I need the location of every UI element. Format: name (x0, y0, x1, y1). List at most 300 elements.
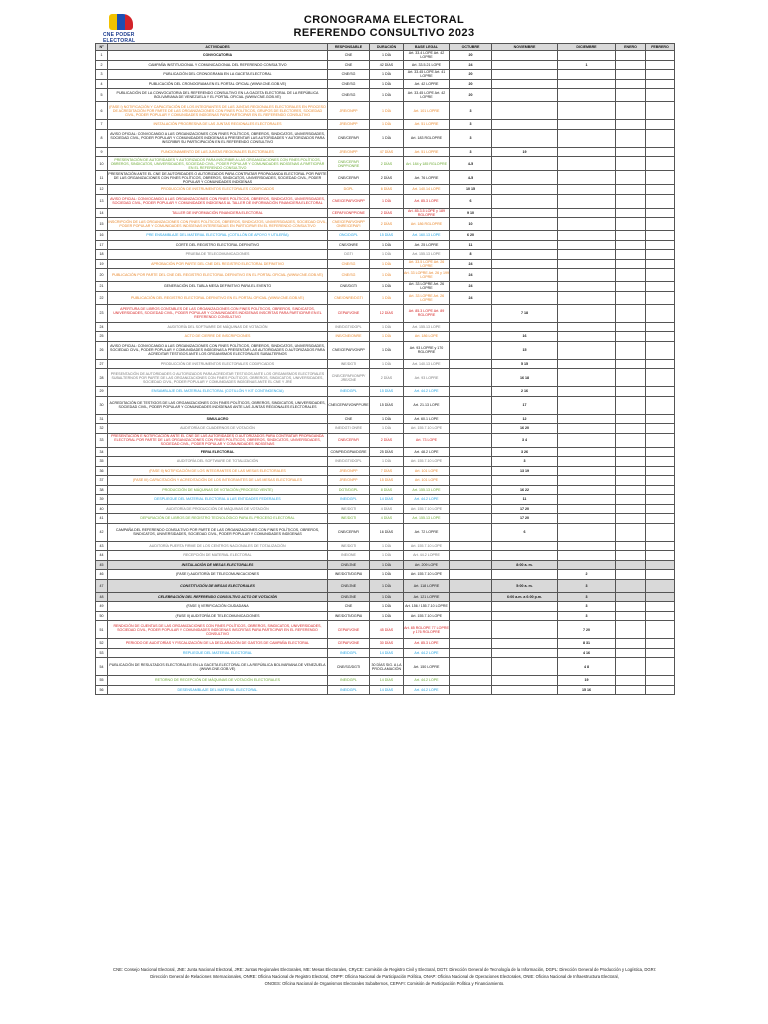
table-row (96, 495, 675, 505)
row-number: 54 (96, 658, 108, 676)
activity-cell: PRESENTACIÓN E NOTIFICACIÓN ANTE EL CNE DE LAS AUTORIDADES O AUTORIZADOS PARA CONTRATAR PROPAGANDA ELECTORAL POR PARTE DE LAS ORGANIZACIONES CON FINES POLÍTICOS, OBREROS, SINDICATOS, UNIVERSIDADES, SOCIEDAD CIVIL, PODER POPULAR Y COMUNIDADES INDÍGENAS (108, 433, 328, 447)
table-row (96, 551, 675, 561)
december-cell (558, 157, 616, 171)
column-header: RESPONSABLE (328, 44, 370, 51)
duration-cell: 1 DÍA (370, 602, 404, 612)
november-cell: 17 20 (492, 504, 558, 514)
row-number: 41 (96, 514, 108, 524)
row-number: 9 (96, 147, 108, 157)
row-number: 22 (96, 291, 108, 304)
row-number: 4 (96, 79, 108, 89)
row-number: 6 (96, 102, 108, 120)
table-row (96, 396, 675, 414)
legal-basis-cell: Art. 33 LOPRE Art. 26 LOPRE (404, 282, 450, 292)
table-row (96, 560, 675, 570)
january-cell (616, 157, 646, 171)
responsible-cell: CNE/CEPAFI (328, 129, 370, 147)
row-number: 25 (96, 332, 108, 342)
row-number: 8 (96, 129, 108, 147)
february-cell (646, 157, 675, 171)
october-cell: 3 (450, 102, 492, 120)
october-cell: 4-5 (450, 171, 492, 185)
duration-cell: 6 DÍAS (370, 185, 404, 195)
december-cell: 4 16 (558, 648, 616, 658)
row-number: 34 (96, 447, 108, 457)
footnote-line: CNE: Consejo Nacional Electoral, JNE: Junta Nacional Electoral, JRE: Juntas Regionales Electorales, ME: Mesas Electorales, CRyCE: Comisión de Registro Civil y Electoral, DGTI: Dirección General de Tecnología de la Información, DGPL: Dirección General de Producción y Logística, DGRI: (113, 967, 656, 972)
february-cell (646, 291, 675, 304)
november-cell: 12 (492, 414, 558, 424)
activity-cell: PUBLICACIÓN DE LA CONVOCATORIA DEL REFERENDO CONSULTIVO EN LA GACETA ELECTORAL DE LA REPÚBLICA BOLIVARIANA DE VENEZUELA Y EL PORTAL OFICIAL (WWW.CNE.GOB.VE) (108, 89, 328, 102)
legal-basis-cell: Art. 33.5 LOPE Art. 26 LOPRE (404, 259, 450, 269)
december-cell (558, 171, 616, 185)
duration-cell: 1 DÍA (370, 291, 404, 304)
duration-cell: 1 DÍA (370, 89, 404, 102)
activity-cell: SIMULACRO (108, 414, 328, 424)
december-cell (558, 250, 616, 260)
december-cell (558, 269, 616, 282)
table-row (96, 89, 675, 102)
february-cell (646, 504, 675, 514)
january-cell (616, 541, 646, 551)
abbreviations-footnote (95, 966, 674, 987)
responsible-cell: CNE/SG (328, 259, 370, 269)
activity-cell: PUBLICACIÓN DEL CRONOGRAMA EN EL PORTAL OFICIAL (WWW.CNE.GOB.VE) (108, 79, 328, 89)
legal-basis-cell: Art. 33 LOPRE Art. 26 LOPRE (404, 291, 450, 304)
activity-cell: PRODUCCIÓN DE MÁQUINAS DE VOTACIÓN (PROCESO VENTE) (108, 485, 328, 495)
january-cell (616, 70, 646, 80)
december-cell: 8 31 (558, 639, 616, 649)
duration-cell: 1 DÍA (370, 51, 404, 61)
responsible-cell: INE/DGTI (328, 514, 370, 524)
november-cell (492, 639, 558, 649)
november-cell (492, 185, 558, 195)
table-row (96, 466, 675, 476)
table-row (96, 51, 675, 61)
responsible-cell: CNE/CEPAFI (328, 171, 370, 185)
november-cell: 3 (492, 457, 558, 467)
row-number: 21 (96, 282, 108, 292)
column-header: OCTUBRE (450, 44, 492, 51)
february-cell (646, 602, 675, 612)
table-row (96, 102, 675, 120)
activity-cell: TALLER DE INFORMACIÓN FINANCIERA ELECTORAL (108, 208, 328, 218)
october-cell (450, 476, 492, 486)
duration-cell: 30 DÍAS SIG. A LA PROCLAMACIÓN (370, 658, 404, 676)
table-row (96, 291, 675, 304)
legal-basis-cell: Art. 44.2 LOPE (404, 648, 450, 658)
october-cell (450, 433, 492, 447)
activity-cell: ACREDITACIÓN DE TESTIGOS DE LAS ORGANIZACIONES CON FINES POLÍTICOS, OBREROS, SINDICATOS, UNIVERSIDADES, SOCIEDAD CIVIL, PODER POPULAR Y COMUNIDADES INDÍGENAS ANTE LAS JUNTAS REGIONALES ELECTORALES (108, 396, 328, 414)
duration-cell: 1 DÍA (370, 457, 404, 467)
table-row (96, 60, 675, 70)
january-cell (616, 102, 646, 120)
january-cell (616, 129, 646, 147)
row-number: 5 (96, 89, 108, 102)
legal-basis-cell: Art. 85.3 LOPE Art. 89 RGLOPRE (404, 304, 450, 322)
responsible-cell: INE/DGTI/DGPL (328, 457, 370, 467)
october-cell (450, 685, 492, 695)
responsible-cell: CNE (328, 60, 370, 70)
table-row (96, 611, 675, 621)
january-cell (616, 304, 646, 322)
december-cell (558, 514, 616, 524)
february-cell (646, 60, 675, 70)
january-cell (616, 60, 646, 70)
february-cell (646, 523, 675, 541)
january-cell (616, 447, 646, 457)
activity-cell: APERTURA DE LIBROS CONTABLES DE LAS ORGANIZACIONES CON FINES POLÍTICOS, OBREROS, SINDICATOS, UNIVERSIDADES, SOCIEDAD CIVIL, PODER POPULAR Y COMUNIDADES INDÍGENAS INSCRITAS PARA PARTICIPAR EN EL REFERENDO CONSULTIVO (108, 304, 328, 322)
activity-cell: PRESENTACIÓN DE AUTORIDADES O AUTORIZADOS PARA ACREDITAR TESTIGOS ANTE LOS ORGANISMOS ELECTORALES SUBALTERNOS POR PARTE DE LAS ORGANIZACIONES CON FINES POLÍTICOS, OBREROS, SINDICATOS, UNIVERSIDADES, SOCIEDAD CIVIL, PODER POPULAR Y COMUNIDADES INDÍGENAS ANTE EL CNE Y JRE (108, 369, 328, 387)
responsible-cell: CNE/CEPAFI/ONPP (328, 194, 370, 208)
november-cell (492, 157, 558, 171)
responsible-cell: INE/ONE (328, 551, 370, 561)
february-cell (646, 102, 675, 120)
legal-basis-cell: Art. 101 LOPRE (404, 102, 450, 120)
november-cell (492, 208, 558, 218)
duration-cell: 1 DÍA (370, 102, 404, 120)
duration-cell: 1 DÍA (370, 611, 404, 621)
table-row (96, 457, 675, 467)
legal-basis-cell: Art. 155.13 LOPE (404, 485, 450, 495)
activity-cell: DESENSAMBLAJE DEL MATERIAL ELECTORAL (108, 685, 328, 695)
legal-basis-cell: Art. 155.7.10 LOPE (404, 570, 450, 580)
table-row (96, 79, 675, 89)
january-cell (616, 579, 646, 592)
table-body (96, 51, 675, 695)
column-header: N° (96, 44, 108, 51)
duration-cell: 2 DÍAS (370, 369, 404, 387)
table-row (96, 685, 675, 695)
october-cell (450, 523, 492, 541)
footnote-line: ONOES: Oficina Nacional de Organismos Electorales Subalternos, CEPAFI: Comisión de Participación Política y Financiamiento. (264, 981, 505, 986)
february-cell (646, 259, 675, 269)
table-row (96, 269, 675, 282)
february-cell (646, 341, 675, 359)
december-cell (558, 495, 616, 505)
activity-cell: (FASE III) CAPACITACIÓN Y ACREDITACIÓN DE LOS INTEGRANTES DE LAS MESAS ELECTORALES (108, 476, 328, 486)
december-cell (558, 424, 616, 434)
december-cell: 2 (558, 570, 616, 580)
row-number: 23 (96, 304, 108, 322)
october-cell (450, 369, 492, 387)
february-cell (646, 424, 675, 434)
october-cell (450, 504, 492, 514)
row-number: 29 (96, 387, 108, 397)
february-cell (646, 433, 675, 447)
november-cell: 16 22 (492, 485, 558, 495)
responsible-cell: INE/DGTI/DGPAI (328, 570, 370, 580)
november-cell: 19 (492, 147, 558, 157)
legal-basis-cell: Art. 44.2 LOPRE (404, 551, 450, 561)
row-number: 47 (96, 579, 108, 592)
october-cell (450, 602, 492, 612)
february-cell (646, 359, 675, 369)
duration-cell: 30 DÍAS (370, 639, 404, 649)
table-row (96, 250, 675, 260)
january-cell (616, 208, 646, 218)
table-row (96, 147, 675, 157)
legal-basis-cell: Art. 85.3 LOPE (404, 639, 450, 649)
november-cell: 13 19 (492, 466, 558, 476)
responsible-cell: CNE/CEPAFI ONPP/ONRE (328, 157, 370, 171)
document-title: CRONOGRAMA ELECTORAL (303, 14, 465, 26)
activity-cell: AVISO OFICIAL: CONVOCANDO A LAS ORGANIZACIONES CON FINES POLÍTICOS, OBREROS, SINDICATOS, UNIVERSIDADES, SOCIEDAD CIVIL, PODER POPULAR Y COMUNIDADES INDÍGENAS A PRESENTAR LAS AUTORIDADES O AUTORIZADOS PARA ACREDITAR TESTIGOS ANTE LOS ORGANISMOS ELECTORALES SUBALTERNOS (108, 341, 328, 359)
row-number: 40 (96, 504, 108, 514)
january-cell (616, 676, 646, 686)
row-number: 50 (96, 611, 108, 621)
december-cell (558, 396, 616, 414)
activity-cell: AUDITORÍA DEL SOFTWARE DE TOTALIZACIÓN (108, 457, 328, 467)
responsible-cell: DGTI/DGPL (328, 485, 370, 495)
activity-cell: FERIA ELECTORAL (108, 447, 328, 457)
activity-cell: AVISO OFICIAL: CONVOCANDO A LAS ORGANIZACIONES CON FINES POLÍTICOS, OBREROS, SINDICATOS, UNIVERSIDADES, SOCIEDAD CIVIL, PODER POPULAR Y COMUNIDADES INDÍGENAS A PRESENTAR LAS AUTORIDADES Y AUTORIZADOS PARA INSCRIBIR SU PARTICIPACIÓN EN EL REFERENDO CONSULTIVO (108, 129, 328, 147)
activity-cell: AVISO OFICIAL: CONVOCANDO A LAS ORGANIZACIONES CON FINES POLÍTICOS, OBREROS, SINDICATOS, UNIVERSIDADES, SOCIEDAD CIVIL, PODER POPULAR Y COMUNIDADES INDÍGENAS AL TALLER DE INFORMACIÓN FINANCIERA ELECTORAL (108, 194, 328, 208)
january-cell (616, 485, 646, 495)
legal-basis-cell: Art. 76 LOPRE (404, 171, 450, 185)
october-cell: 24 (450, 60, 492, 70)
row-number: 44 (96, 551, 108, 561)
footnote-line: Dirección General de Relaciones Internacionales, ONRE: Oficina Nacional de Registro Electoral, ONPP: Oficina Nacional de Participación Política, ONAP: Oficina Nacional de Operaciones Electorales, ONIE: Oficina Nacional de Infraestructura Electoral, (150, 974, 619, 979)
january-cell (616, 89, 646, 102)
january-cell (616, 648, 646, 658)
table-row (96, 476, 675, 486)
january-cell (616, 79, 646, 89)
december-cell (558, 322, 616, 332)
december-cell (558, 70, 616, 80)
february-cell (646, 120, 675, 130)
legal-basis-cell: Art. 184 y 185 RGLOPRE (404, 157, 450, 171)
october-cell (450, 424, 492, 434)
table-row (96, 621, 675, 639)
row-number: 16 (96, 231, 108, 241)
duration-cell: 1 DÍA (370, 551, 404, 561)
october-cell (450, 621, 492, 639)
february-cell (646, 218, 675, 231)
responsible-cell: DGTI (328, 250, 370, 260)
activity-cell: AUDITORÍA DE PRODUCCIÓN DE MÁQUINAS DE VOTACIÓN (108, 504, 328, 514)
november-cell (492, 102, 558, 120)
december-cell (558, 447, 616, 457)
responsible-cell: INE/DGTI (328, 359, 370, 369)
duration-cell: 1 DÍA (370, 322, 404, 332)
october-cell (450, 485, 492, 495)
duration-cell: 4 DÍAS (370, 514, 404, 524)
december-cell (558, 185, 616, 195)
legal-basis-cell: Art. 93 LOPRE y 170 RGLOPRE (404, 341, 450, 359)
december-cell (558, 341, 616, 359)
activity-cell: CORTE DEL REGISTRO ELECTORAL DEFINITIVO (108, 240, 328, 250)
october-cell (450, 322, 492, 332)
november-cell: 7 18 (492, 304, 558, 322)
legal-basis-cell: Art. 101 LOPE (404, 476, 450, 486)
activity-cell: PRODUCCIÓN DE INSTRUMENTOS ELECTORALES CODIFICADOS (108, 359, 328, 369)
table-row (96, 185, 675, 195)
row-number: 32 (96, 424, 108, 434)
november-cell: 6 (492, 523, 558, 541)
december-cell (558, 541, 616, 551)
table-row (96, 592, 675, 602)
october-cell (450, 648, 492, 658)
november-cell (492, 89, 558, 102)
legal-basis-cell: Art. 42 LOPRE (404, 79, 450, 89)
duration-cell: 2 DÍAS (370, 157, 404, 171)
activity-cell: RECEPCIÓN DE MATERIAL ELECTORAL (108, 551, 328, 561)
february-cell (646, 240, 675, 250)
legal-basis-cell: Art. 121 LOPRE (404, 592, 450, 602)
november-cell: 17 20 (492, 514, 558, 524)
row-number: 38 (96, 485, 108, 495)
november-cell (492, 120, 558, 130)
column-header: ENERO (616, 44, 646, 51)
responsible-cell: CNE/JNE (328, 579, 370, 592)
row-number: 27 (96, 359, 108, 369)
november-cell (492, 194, 558, 208)
october-cell (450, 570, 492, 580)
november-cell (492, 218, 558, 231)
responsible-cell: JRE/ONPP (328, 102, 370, 120)
october-cell (450, 447, 492, 457)
february-cell (646, 269, 675, 282)
activity-cell: CONVOCATORIA (108, 51, 328, 61)
duration-cell: 2 DÍAS (370, 218, 404, 231)
row-number: 33 (96, 433, 108, 447)
duration-cell: 25 DÍAS (370, 447, 404, 457)
december-cell (558, 240, 616, 250)
february-cell (646, 685, 675, 695)
row-number: 35 (96, 457, 108, 467)
legal-basis-cell: Art. 51 LOPRE (404, 147, 450, 157)
december-cell (558, 79, 616, 89)
october-cell: 24 (450, 291, 492, 304)
october-cell: 10 (450, 218, 492, 231)
january-cell (616, 250, 646, 260)
row-number: 46 (96, 570, 108, 580)
january-cell (616, 466, 646, 476)
responsible-cell: INE/DGTI (328, 504, 370, 514)
duration-cell: 1 DÍA (370, 282, 404, 292)
table-row (96, 570, 675, 580)
october-cell: 10 15 (450, 185, 492, 195)
november-cell (492, 676, 558, 686)
responsible-cell: CNE (328, 51, 370, 61)
legal-basis-cell: Art. 33.45 LOPE Art. 42 LOPRE (404, 89, 450, 102)
december-cell (558, 208, 616, 218)
duration-cell: 47 DÍAS (370, 147, 404, 157)
responsible-cell: CNE/SG (328, 89, 370, 102)
legal-basis-cell: Art. 186 RGLOPRE (404, 218, 450, 231)
duration-cell: 14 DÍAS (370, 685, 404, 695)
responsible-cell: INE/DGPL (328, 648, 370, 658)
november-cell (492, 79, 558, 89)
december-cell (558, 414, 616, 424)
activity-cell: CONSTITUCIÓN DE MESAS ELECTORALES (108, 579, 328, 592)
february-cell (646, 387, 675, 397)
activity-cell: INSCRIPCIÓN DE LAS ORGANIZACIONES CON FINES POLÍTICOS, OBREROS, SINDICATOS, UNIVERSIDADES, SOCIEDAD CIVIL, PODER POPULAR Y COMUNIDADES INDÍGENAS INTERESADAS EN PARTICIPAR EN EL REFERENDO CONSULTIVO (108, 218, 328, 231)
legal-basis-cell: Art. 33 LOPRE Art. 26 y 199 LOPRE (404, 269, 450, 282)
february-cell (646, 447, 675, 457)
november-cell: 2 16 (492, 387, 558, 397)
duration-cell: 8 DÍAS (370, 485, 404, 495)
february-cell (646, 621, 675, 639)
row-number: 11 (96, 171, 108, 185)
october-cell (450, 359, 492, 369)
responsible-cell: JRE/ONPP (328, 476, 370, 486)
activity-cell: (FASE I) AUDITORÍA DE TELECOMUNICACIONES (108, 570, 328, 580)
column-header: BASE LEGAL (404, 44, 450, 51)
table-row (96, 639, 675, 649)
row-number: 28 (96, 369, 108, 387)
responsible-cell: INE/DGPL (328, 495, 370, 505)
legal-basis-cell: Art. 209 LOPE (404, 560, 450, 570)
december-cell (558, 194, 616, 208)
legal-basis-cell: Art. 51 LOPRE (404, 120, 450, 130)
row-number: 17 (96, 240, 108, 250)
legal-basis-cell: Art. 72 LOPRE (404, 523, 450, 541)
december-cell (558, 560, 616, 570)
december-cell (558, 231, 616, 241)
table-row (96, 414, 675, 424)
duration-cell: 14 DÍAS (370, 676, 404, 686)
january-cell (616, 396, 646, 414)
november-cell (492, 269, 558, 282)
row-number: 10 (96, 157, 108, 171)
october-cell: 6 20 (450, 231, 492, 241)
january-cell (616, 171, 646, 185)
january-cell (616, 611, 646, 621)
january-cell (616, 495, 646, 505)
november-cell (492, 541, 558, 551)
responsible-cell: CNE/SG (328, 79, 370, 89)
february-cell (646, 570, 675, 580)
december-cell (558, 89, 616, 102)
responsible-cell: CEPAFI/ONE (328, 639, 370, 649)
february-cell (646, 208, 675, 218)
november-cell (492, 60, 558, 70)
legal-basis-cell: Art. 155.13 LOPE (404, 514, 450, 524)
activity-cell: DESPLIEGUE DEL MATERIAL ELECTORAL A LAS ENTIDADES FEDERALES (108, 495, 328, 505)
february-cell (646, 611, 675, 621)
february-cell (646, 89, 675, 102)
activity-cell: PRESENTACIÓN DE AUTORIDADES Y AUTORIZADOS PARA INSCRIBIR A LAS ORGANIZACIONES CON FINES POLÍTICOS, OBREROS, SINDICATOS, UNIVERSIDADES, SOCIEDAD CIVIL, PODER POPULAR Y COMUNIDADES INDÍGENAS A PARTICIPAR EN EL REFERENDO CONSULTIVO (108, 157, 328, 171)
january-cell (616, 231, 646, 241)
february-cell (646, 70, 675, 80)
responsible-cell: JRE/ONPP (328, 120, 370, 130)
legal-basis-cell: Art. 155.7.10 LOPE (404, 611, 450, 621)
october-cell: 20 (450, 51, 492, 61)
row-number: 31 (96, 414, 108, 424)
december-cell (558, 291, 616, 304)
activity-cell: CELEBRACIÓN DEL REFERENDO CONSULTIVO ACTO DE VOTACIÓN (108, 592, 328, 602)
activity-cell: (FASE II) NOTIFICACIÓN DE LOS INTEGRANTES DE LAS MESAS ELECTORALES (108, 466, 328, 476)
table-row (96, 602, 675, 612)
responsible-cell: CNE/JNE (328, 592, 370, 602)
activity-cell: PUBLICACIÓN DE RESULTADOS ELECTORALES EN LA GACETA ELECTORAL DE LA REPÚBLICA BOLIVARIANA DE VENEZUELA (WWW.CNE.GOB.VE) (108, 658, 328, 676)
column-header: FEBRERO (646, 44, 675, 51)
activity-cell: (FASE II) AUDITORÍA DE TELECOMUNICACIONES (108, 611, 328, 621)
february-cell (646, 676, 675, 686)
february-cell (646, 579, 675, 592)
activity-cell: ENSAMBLAJE DEL MATERIAL ELECTORAL (COTILLÓN Y KIT CONTINGENCIA) (108, 387, 328, 397)
activity-cell: PRESENTACIÓN ANTE EL CNE DE AUTORIDADES O AUTORIZADOS PARA CONTRATAR PROPAGANDA ELECTORAL POR PARTE DE LAS ORGANIZACIONES CON FINES POLÍTICOS, OBREROS, SINDICATOS, UNIVERSIDADES, SOCIEDAD CIVIL, PODER POPULAR Y COMUNIDADES INDÍGENAS (108, 171, 327, 184)
october-cell (450, 396, 492, 414)
legal-basis-cell: Art. 44.2 LOPE (404, 495, 450, 505)
row-number: 26 (96, 341, 108, 359)
november-cell (492, 611, 558, 621)
responsible-cell: JRE/ONPP (328, 147, 370, 157)
responsible-cell: INE/DGTI (328, 541, 370, 551)
november-cell (492, 602, 558, 612)
december-cell (558, 504, 616, 514)
